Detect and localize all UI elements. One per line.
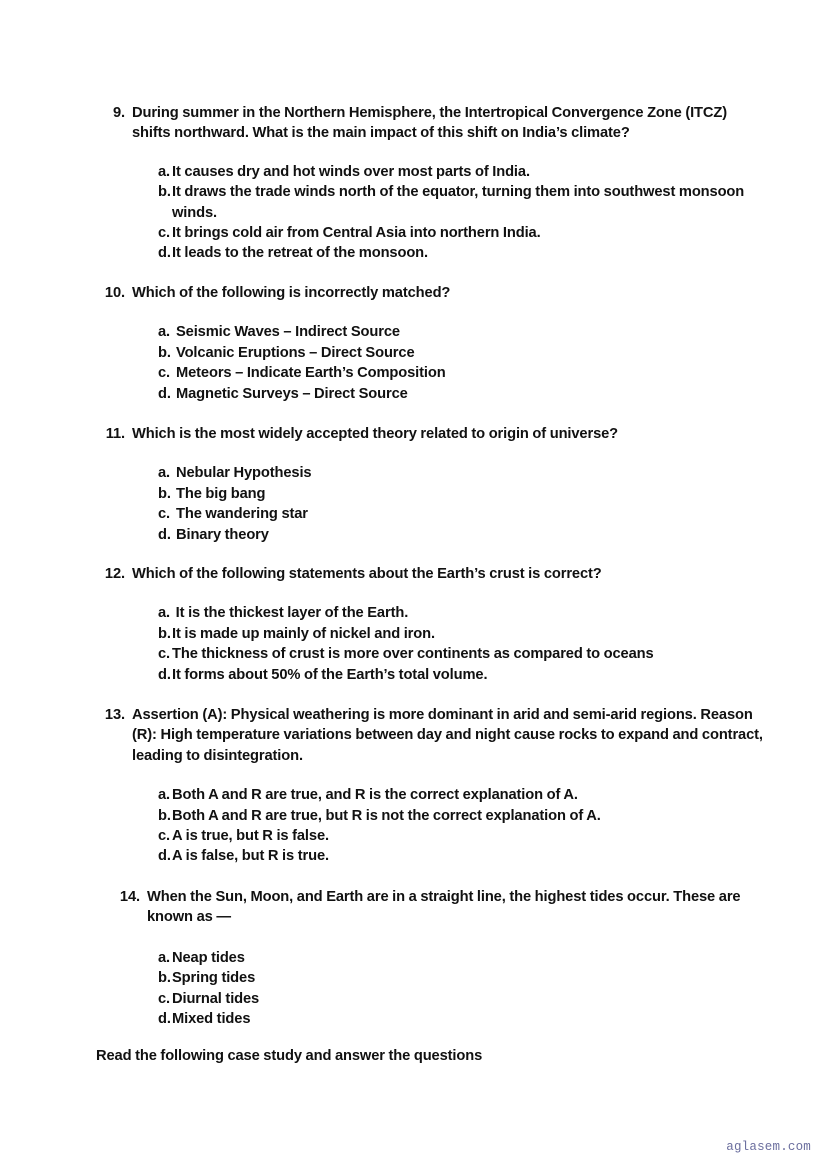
option-item[interactable]	[158, 1009, 771, 1029]
option-text: The big bang	[176, 485, 266, 502]
option-letter: d.	[158, 245, 171, 262]
option-item[interactable]	[158, 162, 756, 182]
question-text: Which of the following statements about the Earth’s crust is correct?	[132, 566, 602, 582]
option-item[interactable]	[158, 223, 756, 243]
option-text: It draws the trade winds north of the equator, turning them into southwest monsoon winds.	[172, 184, 745, 221]
option-text: It forms about 50% of the Earth’s total volume.	[172, 666, 488, 683]
site-watermark: aglasem.com	[726, 1140, 811, 1154]
option-text: Meteors – Indicate Earth’s Composition	[176, 365, 446, 382]
spacer	[111, 928, 771, 948]
option-text: Mixed tides	[172, 1011, 251, 1028]
option-letter: a.	[158, 324, 171, 341]
question-stem-row	[96, 705, 768, 766]
option-letter: c.	[158, 365, 171, 382]
option-text: It causes dry and hot winds over most parts of India.	[172, 163, 530, 180]
option-letter: b.	[158, 807, 171, 824]
option-item[interactable]	[158, 846, 768, 866]
option-item[interactable]	[158, 243, 756, 263]
options-list	[158, 322, 756, 404]
option-text: Both A and R are true, but R is not the correct explanation of A.	[172, 807, 601, 824]
spacer	[96, 584, 756, 603]
question-block-10	[96, 283, 756, 404]
option-item[interactable]	[158, 968, 771, 988]
question-stem-row	[96, 564, 756, 584]
option-text: Magnetic Surveys – Direct Source	[176, 385, 408, 402]
option-item[interactable]	[158, 624, 756, 644]
option-letter: c.	[158, 225, 171, 242]
case-study-instruction: Read the following case study and answer the questions	[96, 1048, 483, 1064]
options-list	[158, 162, 756, 264]
question-text: Which is the most widely accepted theory related to origin of universe?	[132, 426, 619, 442]
spacer	[96, 766, 768, 785]
question-block-12	[96, 564, 756, 685]
option-letter: c.	[158, 506, 171, 523]
option-letter: d.	[158, 385, 171, 402]
option-item[interactable]	[158, 182, 756, 223]
option-text: It brings cold air from Central Asia into northern India.	[172, 225, 541, 242]
question-text: Which of the following is incorrectly matched?	[132, 285, 451, 301]
question-number: 13.	[104, 707, 125, 723]
option-letter: d.	[158, 1011, 171, 1028]
option-item[interactable]	[158, 948, 771, 968]
options-list	[158, 948, 771, 1030]
option-letter: a.	[158, 787, 171, 804]
option-item[interactable]	[158, 363, 756, 383]
option-letter: a.	[158, 163, 171, 180]
option-text: A is false, but R is true.	[172, 848, 329, 865]
option-text: Both A and R are true, and R is the correct explanation of A.	[172, 787, 578, 804]
option-letter: c.	[158, 828, 171, 845]
option-letter: d.	[158, 666, 171, 683]
option-item[interactable]	[158, 322, 756, 342]
option-letter: c.	[158, 990, 171, 1007]
option-text: The wandering star	[176, 506, 308, 523]
options-list	[158, 603, 756, 685]
option-text: Nebular Hypothesis	[176, 465, 312, 482]
question-block-14	[111, 887, 771, 1029]
spacer	[96, 144, 756, 162]
question-block-13	[96, 705, 768, 867]
spacer	[96, 444, 756, 463]
option-letter: a.	[158, 949, 171, 966]
option-letter: b.	[158, 625, 171, 642]
option-item[interactable]	[158, 463, 756, 483]
question-number: 11.	[105, 426, 125, 442]
question-stem-row	[96, 424, 756, 444]
question-stem-row	[96, 103, 756, 144]
question-stem-row	[96, 283, 756, 303]
option-text: Neap tides	[172, 949, 245, 966]
option-letter: b.	[158, 344, 171, 361]
question-text: During summer in the Northern Hemisphere, the Intertropical Convergence Zone (ITCZ) shifts northward. What is the main impact of this shift on India’s climate?	[132, 105, 728, 142]
option-item[interactable]	[158, 384, 756, 404]
question-stem-row	[111, 887, 771, 928]
option-item[interactable]	[158, 785, 768, 805]
option-letter: b.	[158, 184, 171, 201]
question-text: When the Sun, Moon, and Earth are in a straight line, the highest tides occur. These are known as —	[147, 889, 741, 926]
question-block-11	[96, 424, 756, 545]
option-text: It leads to the retreat of the monsoon.	[172, 245, 428, 262]
options-list	[158, 785, 768, 867]
option-text: It is made up mainly of nickel and iron.	[172, 625, 435, 642]
question-block-9	[96, 103, 756, 264]
option-letter: b.	[158, 970, 171, 987]
option-text: Diurnal tides	[172, 990, 260, 1007]
options-list	[158, 463, 756, 545]
option-text: Spring tides	[172, 970, 256, 987]
option-text: Volcanic Eruptions – Direct Source	[176, 344, 415, 361]
option-item[interactable]	[158, 603, 756, 623]
option-item[interactable]	[158, 484, 756, 504]
option-letter: a.	[158, 465, 171, 482]
option-item[interactable]	[158, 504, 756, 524]
option-text: A is true, but R is false.	[172, 828, 329, 845]
option-text: It is the thickest layer of the Earth.	[172, 605, 409, 622]
question-number: 9.	[112, 105, 125, 121]
question-text: Assertion (A): Physical weathering is more dominant in arid and semi-arid regions. Reason (R): High temperature variations between day and night cause rocks to expand and contract, leading to disintegration.	[132, 707, 763, 764]
question-number: 10.	[104, 285, 125, 301]
option-item[interactable]	[158, 826, 768, 846]
option-letter: d.	[158, 848, 171, 865]
option-item[interactable]	[158, 806, 768, 826]
option-item[interactable]	[158, 665, 756, 685]
option-item[interactable]	[158, 343, 756, 363]
option-item[interactable]	[158, 989, 771, 1009]
option-letter: d.	[158, 526, 171, 543]
option-item[interactable]	[158, 644, 756, 664]
option-text: The thickness of crust is more over continents as compared to oceans	[172, 646, 654, 663]
option-item[interactable]	[158, 525, 756, 545]
option-text: Seismic Waves – Indirect Source	[176, 324, 400, 341]
question-number: 14.	[119, 889, 140, 905]
option-letter: b.	[158, 485, 171, 502]
option-letter: c.	[158, 646, 171, 663]
option-text: Binary theory	[176, 526, 269, 543]
option-letter: a.	[158, 605, 171, 622]
question-number: 12.	[104, 566, 125, 582]
spacer	[96, 303, 756, 322]
